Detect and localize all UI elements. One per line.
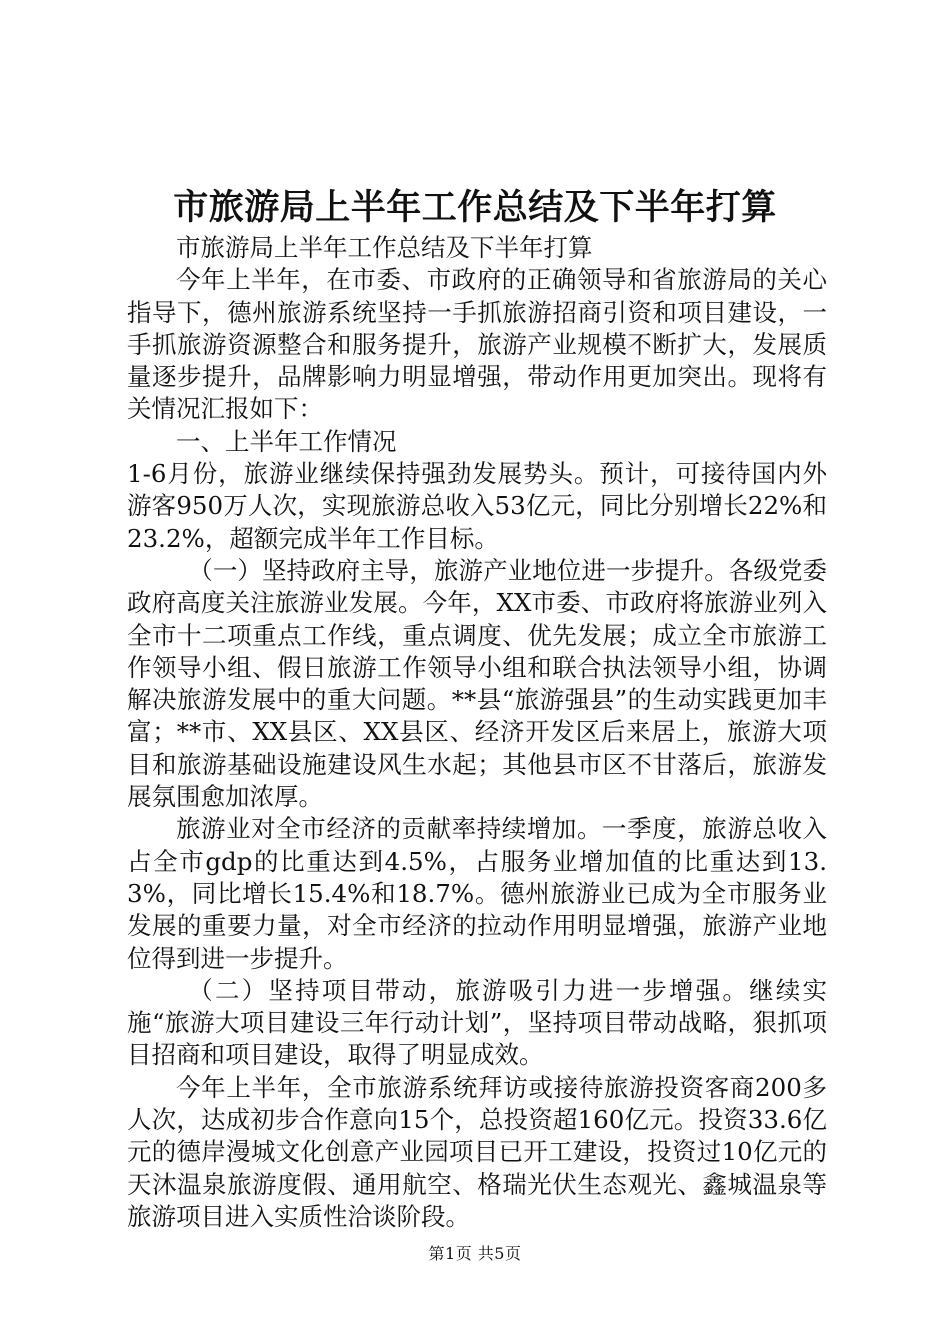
intro-paragraph: 今年上半年，在市委、市政府的正确领导和省旅游局的关心指导下，德州旅游系统坚持一手抓旅游招商引资和项目建设，一手抓旅游资源整合和服务提升，旅游产业规模不断扩大，发展质量逐步提升，品牌影响力明显增强，带动作用更加突出。现将有关情况汇报如下： <box>127 265 827 424</box>
contribution-paragraph: 旅游业对全市经济的贡献率持续增加。一季度，旅游总收入占全市gdp的比重达到4.5%，占服务业增加值的比重达到13.3%，同比增长15.4%和18.7%。德州旅游业已成为全市服务业发展的重要力量，对全市经济的拉动作用明显增强，旅游产业地位得到进一步提升。 <box>127 814 827 973</box>
subtitle-paragraph: 市旅游局上半年工作总结及下半年打算 <box>176 233 593 262</box>
page-footer: 第1页 共5页 <box>428 1244 522 1263</box>
subsection-2-paragraph: （二）坚持项目带动，旅游吸引力进一步增强。继续实施“旅游大项目建设三年行动计划”，坚持项目带动战略，狠抓项目招商和项目建设，取得了明显成效。 <box>127 975 827 1070</box>
section-heading: 一、上半年工作情况 <box>176 426 397 456</box>
document-body <box>127 232 827 1233</box>
subsection-1-paragraph: （一）坚持政府主导，旅游产业地位进一步提升。各级党委政府高度关注旅游业发展。今年，XX市委、市政府将旅游业列入全市十二项重点工作线，重点调度、优先发展；成立全市旅游工作领导小组、假日旅游工作领导小组和联合执法领导小组，协调解决旅游发展中的重大问题。**县“旅游强县”的生动实践更加丰富；**市、XX县区、XX县区、经济开发区后来居上，旅游大项目和旅游基础设施建设风生水起；其他县市区不甘落后，旅游发展氛围愈加浓厚。 <box>127 555 827 812</box>
investment-paragraph: 今年上半年，全市旅游系统拜访或接待旅游投资客商200多人次，达成初步合作意向15个，总投资超160亿元。投资33.6亿元的德岸漫城文化创意产业园项目已开工建设，投资过10亿元的天沐温泉旅游度假、通用航空、格瑞光伏生态观光、鑫城温泉等旅游项目进入实质性洽谈阶段。 <box>127 1072 827 1231</box>
overview-paragraph: 1-6月份，旅游业继续保持强劲发展势头。预计，可接待国内外游客950万人次，实现旅游总收入53亿元，同比分别增长22%和23.2%，超额完成半年工作目标。 <box>127 459 827 553</box>
document-title: 市旅游局上半年工作总结及下半年打算 <box>173 187 777 228</box>
